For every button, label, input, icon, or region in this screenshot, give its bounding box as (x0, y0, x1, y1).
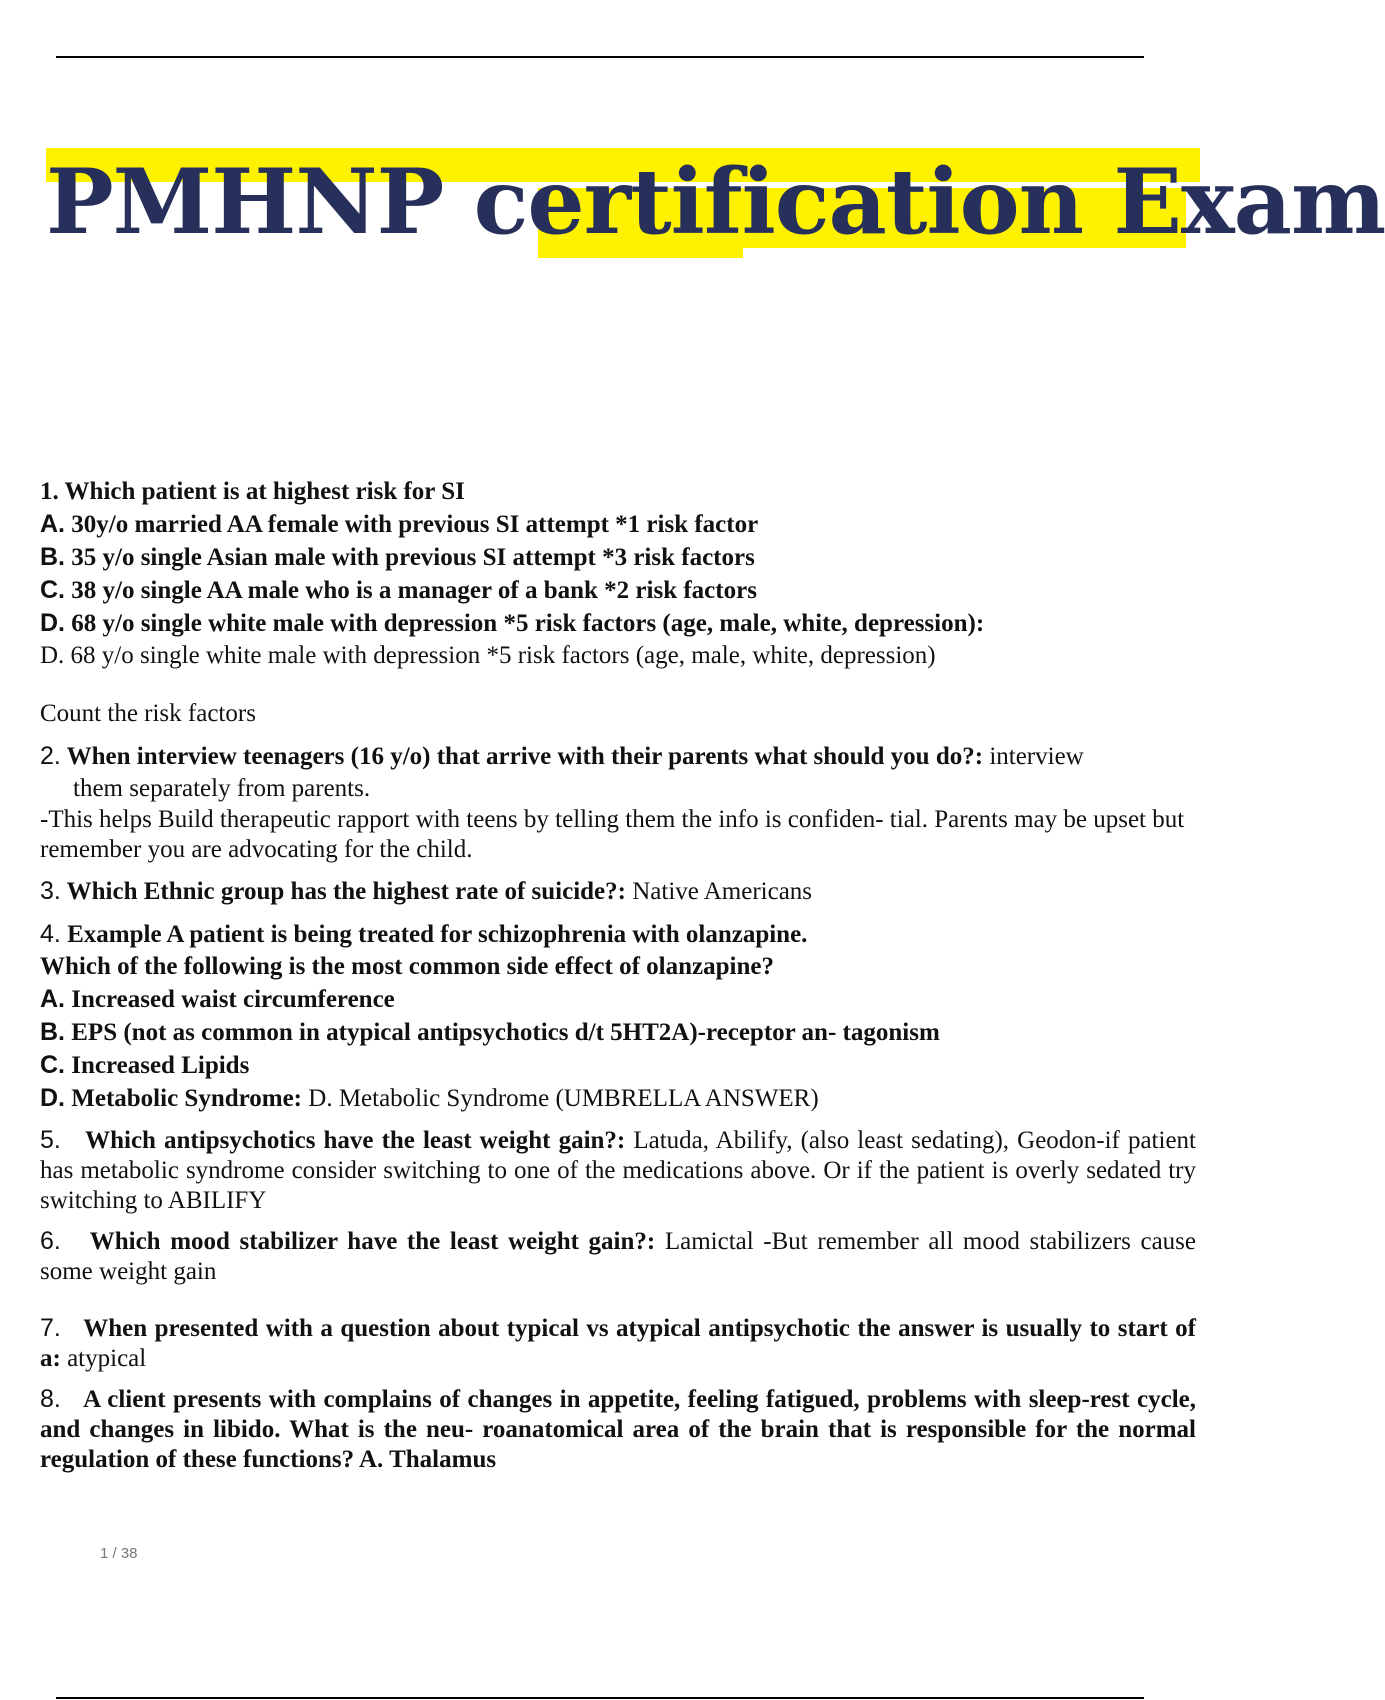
document-title: PMHNP certification Exam (46, 149, 1385, 255)
question-6: 6. Which mood stabilizer have the least weight gain?: Lamictal -But remember all mood stabilizers cause some weight gain (40, 1227, 1196, 1285)
question-8: 8. A client presents with complains of changes in appetite, feeling fatigued, problems with sleep-rest cycle, and changes in libido. What is the neu- roanatomical area of the brain that is responsible for the normal regulation of these functions? A. Thalamus (40, 1385, 1196, 1473)
q1-option-b: B. 35 y/o single Asian male with previous SI attempt *3 risk factors (40, 543, 755, 571)
q1-option-c: C. 38 y/o single AA male who is a manager of a bank *2 risk factors (40, 576, 757, 604)
q1-option-a: A. 30y/o married AA female with previous SI attempt *1 risk factor (40, 510, 759, 538)
document-body (40, 476, 1196, 1475)
title-block (46, 148, 1385, 260)
q2-answer: them separately from parents. (73, 775, 371, 802)
top-rule (56, 56, 1144, 58)
question-1: 1. Which patient is at highest risk for SI (40, 478, 465, 505)
q2-explanation: -This helps Build therapeutic rapport with teens by telling them the info is confiden- tial. Parents may be upset but remember you are advocating for the child. (40, 806, 1185, 863)
q1-note: Count the risk factors (40, 700, 256, 727)
question-5: 5. Which antipsychotics have the least weight gain?: Latuda, Abilify, (also least sedating), Geodon-if patient has metabolic syndrome consider switching to one of the medications above. Or if the patient is overly sedated try switching to ABILIFY (40, 1126, 1196, 1214)
question-3: 3. Which Ethnic group has the highest rate of suicide?: Native Americans (40, 877, 813, 905)
question-2: 2. When interview teenagers (16 y/o) that arrive with their parents what should you do?: interview (40, 742, 1084, 770)
question-7: 7. When presented with a question about typical vs atypical antipsychotic the answer is usually to start of a: atypical (40, 1314, 1197, 1372)
q1-option-d: D. 68 y/o single white male with depression *5 risk factors (age, male, white, depression): (40, 609, 985, 637)
q4-option-c: C. Increased Lipids (40, 1051, 250, 1079)
q4-option-a: A. Increased waist circumference (40, 985, 395, 1013)
bottom-rule (56, 1697, 1144, 1699)
q1-answer: D. 68 y/o single white male with depression *5 risk factors (age, male, white, depression) (40, 642, 936, 669)
question-4-cont: Which of the following is the most common side effect of olanzapine? (40, 953, 774, 980)
q4-option-b: B. EPS (not as common in atypical antipsychotics d/t 5HT2A)-receptor an- tagonism (40, 1018, 940, 1046)
question-4: 4. Example A patient is being treated for schizophrenia with olanzapine. (40, 920, 808, 948)
page-indicator: 1 / 38 (100, 1545, 138, 1562)
q4-option-d: D. Metabolic Syndrome: D. Metabolic Syndrome (UMBRELLA ANSWER) (40, 1084, 819, 1112)
